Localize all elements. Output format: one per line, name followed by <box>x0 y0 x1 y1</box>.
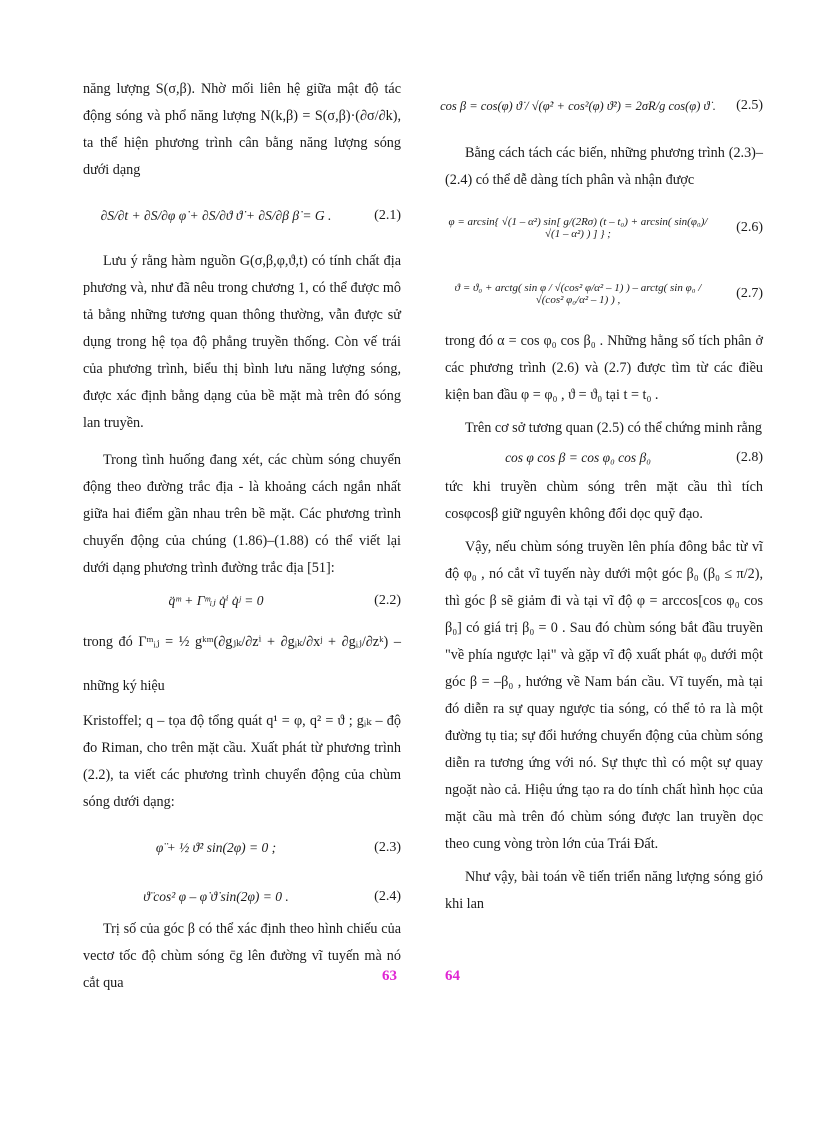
paragraph: Kristoffel; q – tọa độ tổng quát q¹ = φ, q² = ϑ ; gᵢₖ – độ đo Riman, cho trên mặt cầu. Xuất phát từ phương trình (2.2), ta viết các phương trình chuyển động của chùm sóng dưới dạng: <box>83 713 401 810</box>
equation-2-1 <box>83 186 401 246</box>
equation-body: φ = arcsin{ √(1 – α²) sin[ g/(2Rσ) (t – t₀) + arcsin( sin(φ₀)/√(1 – α²) ) ] } ; <box>448 216 708 240</box>
paragraph: Như vậy, bài toán về tiến triển năng lượng sóng gió khi lan <box>445 869 763 912</box>
equation-number: (2.4) <box>374 889 401 904</box>
left-page <box>83 76 401 997</box>
page-number-right: 64 <box>445 968 460 984</box>
equation-body: ϑ̈ cos² φ – φ̇ ϑ̇ sin(2φ) = 0 . <box>143 889 289 904</box>
equation-body: φ̈ + ½ ϑ̇² sin(2φ) = 0 ; <box>155 840 277 855</box>
paragraph: trong đó α = cos φ₀ cos β₀ . Những hằng số tích phân ở các phương trình (2.6) và (2.7) được tìm từ các điều kiện ban đầu φ = φ₀ , ϑ = ϑ₀ tại t = t₀ . <box>445 333 763 403</box>
equation-body: q̈ᵐ + Γᵐᵢⱼ q̇ⁱ q̇ʲ = 0 <box>168 593 264 608</box>
page-number-left: 63 <box>382 968 397 984</box>
equation-2-4 <box>83 880 401 914</box>
paragraph: trong đó Γᵐᵢⱼ = ½ gᵏᵐ(∂gⱼₖ/∂zⁱ + ∂gᵢₖ/∂xʲ + ∂gᵢⱼ/∂zᵏ) – những ký hiệu <box>83 634 401 694</box>
paragraph: Trong tình huống đang xét, các chùm sóng chuyển động theo đường trắc địa - là khoảng cách ngắn nhất giữa hai điểm gần nhau trên bề mặt. Các phương trình chuyển động của chúng (1.86)–(1.88) có thể viết lại dưới dạng phương trình đường trắc địa [51]: <box>83 452 401 576</box>
equation-number: (2.6) <box>736 220 763 235</box>
equation-2-5 <box>440 74 763 138</box>
equation-number: (2.3) <box>374 840 401 855</box>
equation-number: (2.2) <box>374 593 401 608</box>
right-page <box>440 76 763 918</box>
equation-2-6 <box>445 196 763 260</box>
equation-2-7 <box>445 262 763 326</box>
paragraph: Bằng cách tách các biến, những phương trình (2.3)–(2.4) có thể dễ dàng tích phân và nhận được <box>445 145 763 188</box>
equation-number: (2.7) <box>736 286 763 301</box>
equation-body: ∂S/∂t + ∂S/∂φ φ̇ + ∂S/∂ϑ ϑ̇ + ∂S/∂β β̇ = G . <box>100 208 332 223</box>
paragraph: Trên cơ sở tương quan (2.5) có thể chứng minh rằng <box>465 420 763 436</box>
equation-body: cos φ cos β = cos φ₀ cos β₀ <box>505 450 651 465</box>
paragraph: tức khi truyền chùm sóng trên mặt cầu thì tích cosφcosβ giữ nguyên không đổi dọc quỹ đạo. <box>445 479 763 522</box>
equation-2-3 <box>83 818 401 878</box>
equation-body: cos β = cos(φ) ϑ̇ / √(φ̇² + cos²(φ) ϑ̇²) = 2σR/g cos(φ) ϑ̇ . <box>440 98 716 113</box>
equation-body: ϑ = ϑ₀ + arctg( sin φ / √(cos² φ/α² – 1) ) – arctg( sin φ₀ / √(cos² φ₀/α² – 1) ) , <box>454 282 702 306</box>
paragraph: Lưu ý rằng hàm nguồn G(σ,β,φ,ϑ,t) có tính chất địa phương và, như đã nêu trong chương 1, có thể được mô tả bằng những tương quan thông thường, vẫn được sử dụng trong hệ tọa độ phẳng truyền thống. Còn vế trái của phương trình, biểu thị bình lưu năng lượng sóng, được xác định bằng dạng của bề mặt mà trên đó sóng lan truyền. <box>83 253 401 431</box>
paragraph: năng lượng S(σ,β). Nhờ mối liên hệ giữa mật độ tác động sóng và phổ năng lượng N(k,β) = S(σ,β)·(∂σ/∂k), ta thể hiện phương trình cân bằng năng lượng sóng dưới dạng <box>83 81 401 178</box>
paragraph: Vậy, nếu chùm sóng truyền lên phía đông bắc từ vĩ độ φ₀ , nó cắt vĩ tuyến này dưới một góc β₀ (β₀ ≤ π/2), thì góc β sẽ giảm đi và tại vĩ độ φ = arccos[cos φ₀ cos β₀] có giá trị β₀ = 0 . Sau đó chùm sóng bắt đầu truyền "về phía ngược lại" và gặp vĩ độ xuất phát φ₀ dưới một góc β = –β₀ , hướng về Nam bán cầu. Vĩ tuyến, mà tại đó diễn ra sự quay ngược tia sóng, có thể tỏ ra là một đường tụ tia; sự đổi hướng chuyển động của chùm sóng diễn ra tương ứng với nó. Sự thực thì có một sự quay ngoặt nào cả. Hiệu ứng tạo ra do tính chất hình học của mặt cầu mà trên đó chùm sóng được lan truyền dọc theo cung vòng tròn lớn của Trái Đất. <box>445 539 763 852</box>
equation-number: (2.8) <box>736 450 763 465</box>
equation-number: (2.1) <box>374 208 401 223</box>
equation-2-2 <box>83 584 401 618</box>
equation-2-8 <box>445 444 763 472</box>
paragraph: Trị số của góc β có thể xác định theo hình chiếu của vectơ tốc độ chùm sóng c̄g lên đường vĩ tuyến mà nó cắt qua <box>83 921 401 991</box>
equation-number: (2.5) <box>736 98 763 113</box>
